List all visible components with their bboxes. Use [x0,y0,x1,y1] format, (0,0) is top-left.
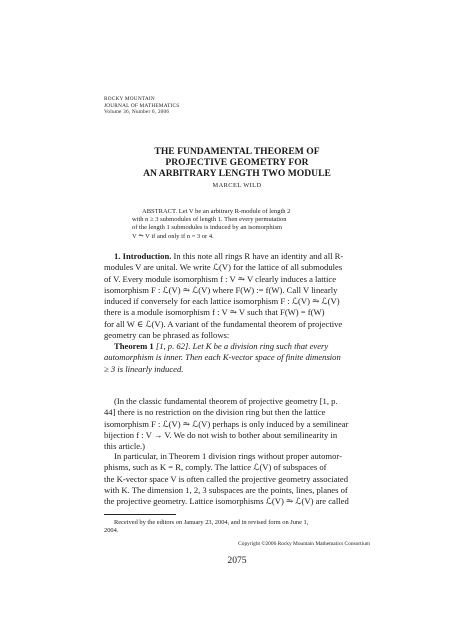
intro-line: In this note all rings R have an identity and all R- [173,251,344,261]
journal-header [104,96,179,116]
journal-volume: Volume 36, Number 6, 2006 [104,109,170,116]
particular-line: In particular, in Theorem 1 division rings without proper automor- [114,451,342,461]
section-heading: 1. Introduction. [114,251,172,261]
theorem-line: ≥ 3 is linearly induced. [104,363,184,374]
journal-line: ROCKY MOUNTAIN [104,96,155,102]
particular-line: the K-vector space V is often called the projective geometry associated [104,473,349,484]
paper-title [80,146,394,180]
journal-line: JOURNAL OF MATHEMATICS [104,102,180,109]
title-line: PROJECTIVE GEOMETRY FOR [165,157,309,169]
theorem-heading: Theorem 1 [114,341,154,351]
theorem-line: [1, p. 62]. Let K be a division ring such that every [155,341,329,351]
particular-line: phisms, such as K = R, comply. The lattice ℒ(V) of subspaces of [104,462,327,473]
copyright-notice: Copyright ©2006 Rocky Mountain Mathematics Consortium [238,541,370,547]
abstract-line: V ⥲ V if and only if n = 3 or 4. [132,232,214,240]
intro-line: isomorphism F : ℒ(V) ⥲ ℒ(V) where F(W) := f(W). Call V linearly [104,284,338,295]
footnote [104,519,370,535]
intro-line: induced if conversely for each lattice isomorphism F : ℒ(V) ⥲ ℒ(V) [104,296,340,307]
author-name: MARCEL WILD [212,182,262,189]
title-line: THE FUNDAMENTAL THEOREM OF [154,146,320,157]
footnote-line: 2004. [104,527,119,534]
remark-line: this article.) [104,441,146,452]
title-line: AN ARBITRARY LENGTH TWO MODULE [143,168,331,180]
abstract-line: of the length 1 submodules is induced by an isomorphism [132,224,283,232]
page-number: 2075 [227,555,247,566]
introduction-section [104,251,370,341]
particular-paragraph [104,451,370,507]
intro-line: geometry can be phrased as follows: [104,330,230,341]
footnote-line: Received by the editors on January 23, 2004, and in revised form on June 1, [114,519,309,526]
intro-line: of V. Every module isomorphism f : V ⥲ V clearly induces a lattice [104,273,337,284]
particular-line: the projective geometry. Lattice isomorphisms ℒ(V) ⥲ ℒ(V) are called [104,496,349,507]
theorem-line: automorphism is inner. Then each K-vector space of finite dimension [104,352,341,363]
abstract-line: ABSTRACT. Let V be an arbitrary R-module of length 2 [142,208,291,215]
intro-line: modules V are unital. We write ℒ(V) for the lattice of all submodules [104,262,343,273]
remark-line: 44] there is no restriction on the division ring but then the lattice [104,407,326,418]
remark-paragraph [104,396,370,452]
intro-line: there is a module isomorphism f : V ⥲ V such that F(W) = f(W) [104,307,325,318]
remark-line: bijection f : V → V. We do not wish to bother about semilinearity in [104,429,338,440]
remark-line: (In the classic fundamental theorem of projective geometry [1, p. [114,396,338,406]
remark-line: isomorphism F : ℒ(V) ⥲ ℒ(V) perhaps is only induced by a semilinear [104,418,349,429]
footnote-rule [104,514,176,515]
particular-line: with K. The dimension 1, 2, 3 subspaces are the points, lines, planes of [104,484,348,495]
theorem-block [104,341,370,375]
abstract-line: with n ≥ 3 submodules of length 1. Then every permutation [132,216,287,224]
intro-line: for all W ∈ ℒ(V). A variant of the fundamental theorem of projective [104,318,343,329]
abstract [132,208,344,241]
